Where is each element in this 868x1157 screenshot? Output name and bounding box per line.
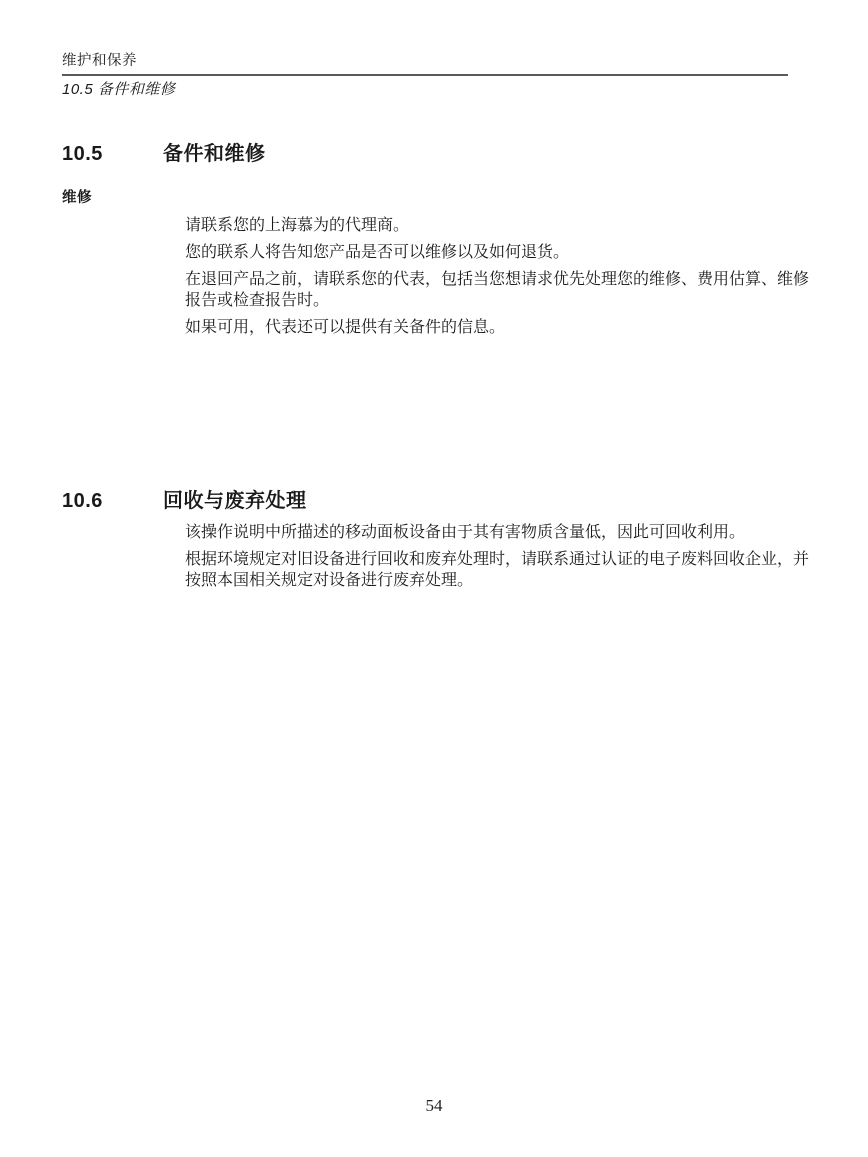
- side-label-repair: 维修: [62, 190, 92, 206]
- section-heading-recycling: [62, 488, 810, 514]
- header-divider: [62, 74, 788, 76]
- paragraph: 该操作说明中所描述的移动面板设备由于其有害物质含量低，因此可回收利用。: [185, 524, 746, 541]
- chapter-title: 维护和保养: [62, 53, 137, 69]
- brand-name: 慕为: [297, 217, 330, 234]
- section-number: 10.5: [62, 143, 103, 165]
- paragraph: [185, 215, 810, 236]
- header-section-ref: 10.5 备件和维修: [62, 81, 176, 98]
- paragraph: 根据环境规定对旧设备进行回收和废弃处理时，请联系通过认证的电子废料回收企业，并按照本国相关规定对设备进行废弃处理。: [185, 551, 810, 589]
- paragraph: 您的联系人将告知您产品是否可以维修以及如何退货。: [185, 244, 570, 261]
- running-header: [62, 52, 810, 99]
- section-number: 10.6: [62, 490, 103, 512]
- section-recycle-body: [185, 522, 810, 591]
- paragraph: 在退回产品之前，请联系您的代表，包括当您想请求优先处理您的维修、费用估算、维修报告或检查报告时。: [185, 271, 810, 309]
- page-number: 54: [425, 1096, 443, 1115]
- section-heading-spare-parts: [62, 141, 810, 167]
- section-repair-body: [185, 215, 810, 338]
- paragraph-text: 的代理商。: [329, 217, 410, 234]
- section-title: 回收与废弃处理: [163, 490, 307, 512]
- paragraph: 如果可用，代表还可以提供有关备件的信息。: [185, 319, 506, 336]
- paragraph-text: 请联系您的上海: [185, 217, 298, 234]
- section-title: 备件和维修: [163, 143, 266, 165]
